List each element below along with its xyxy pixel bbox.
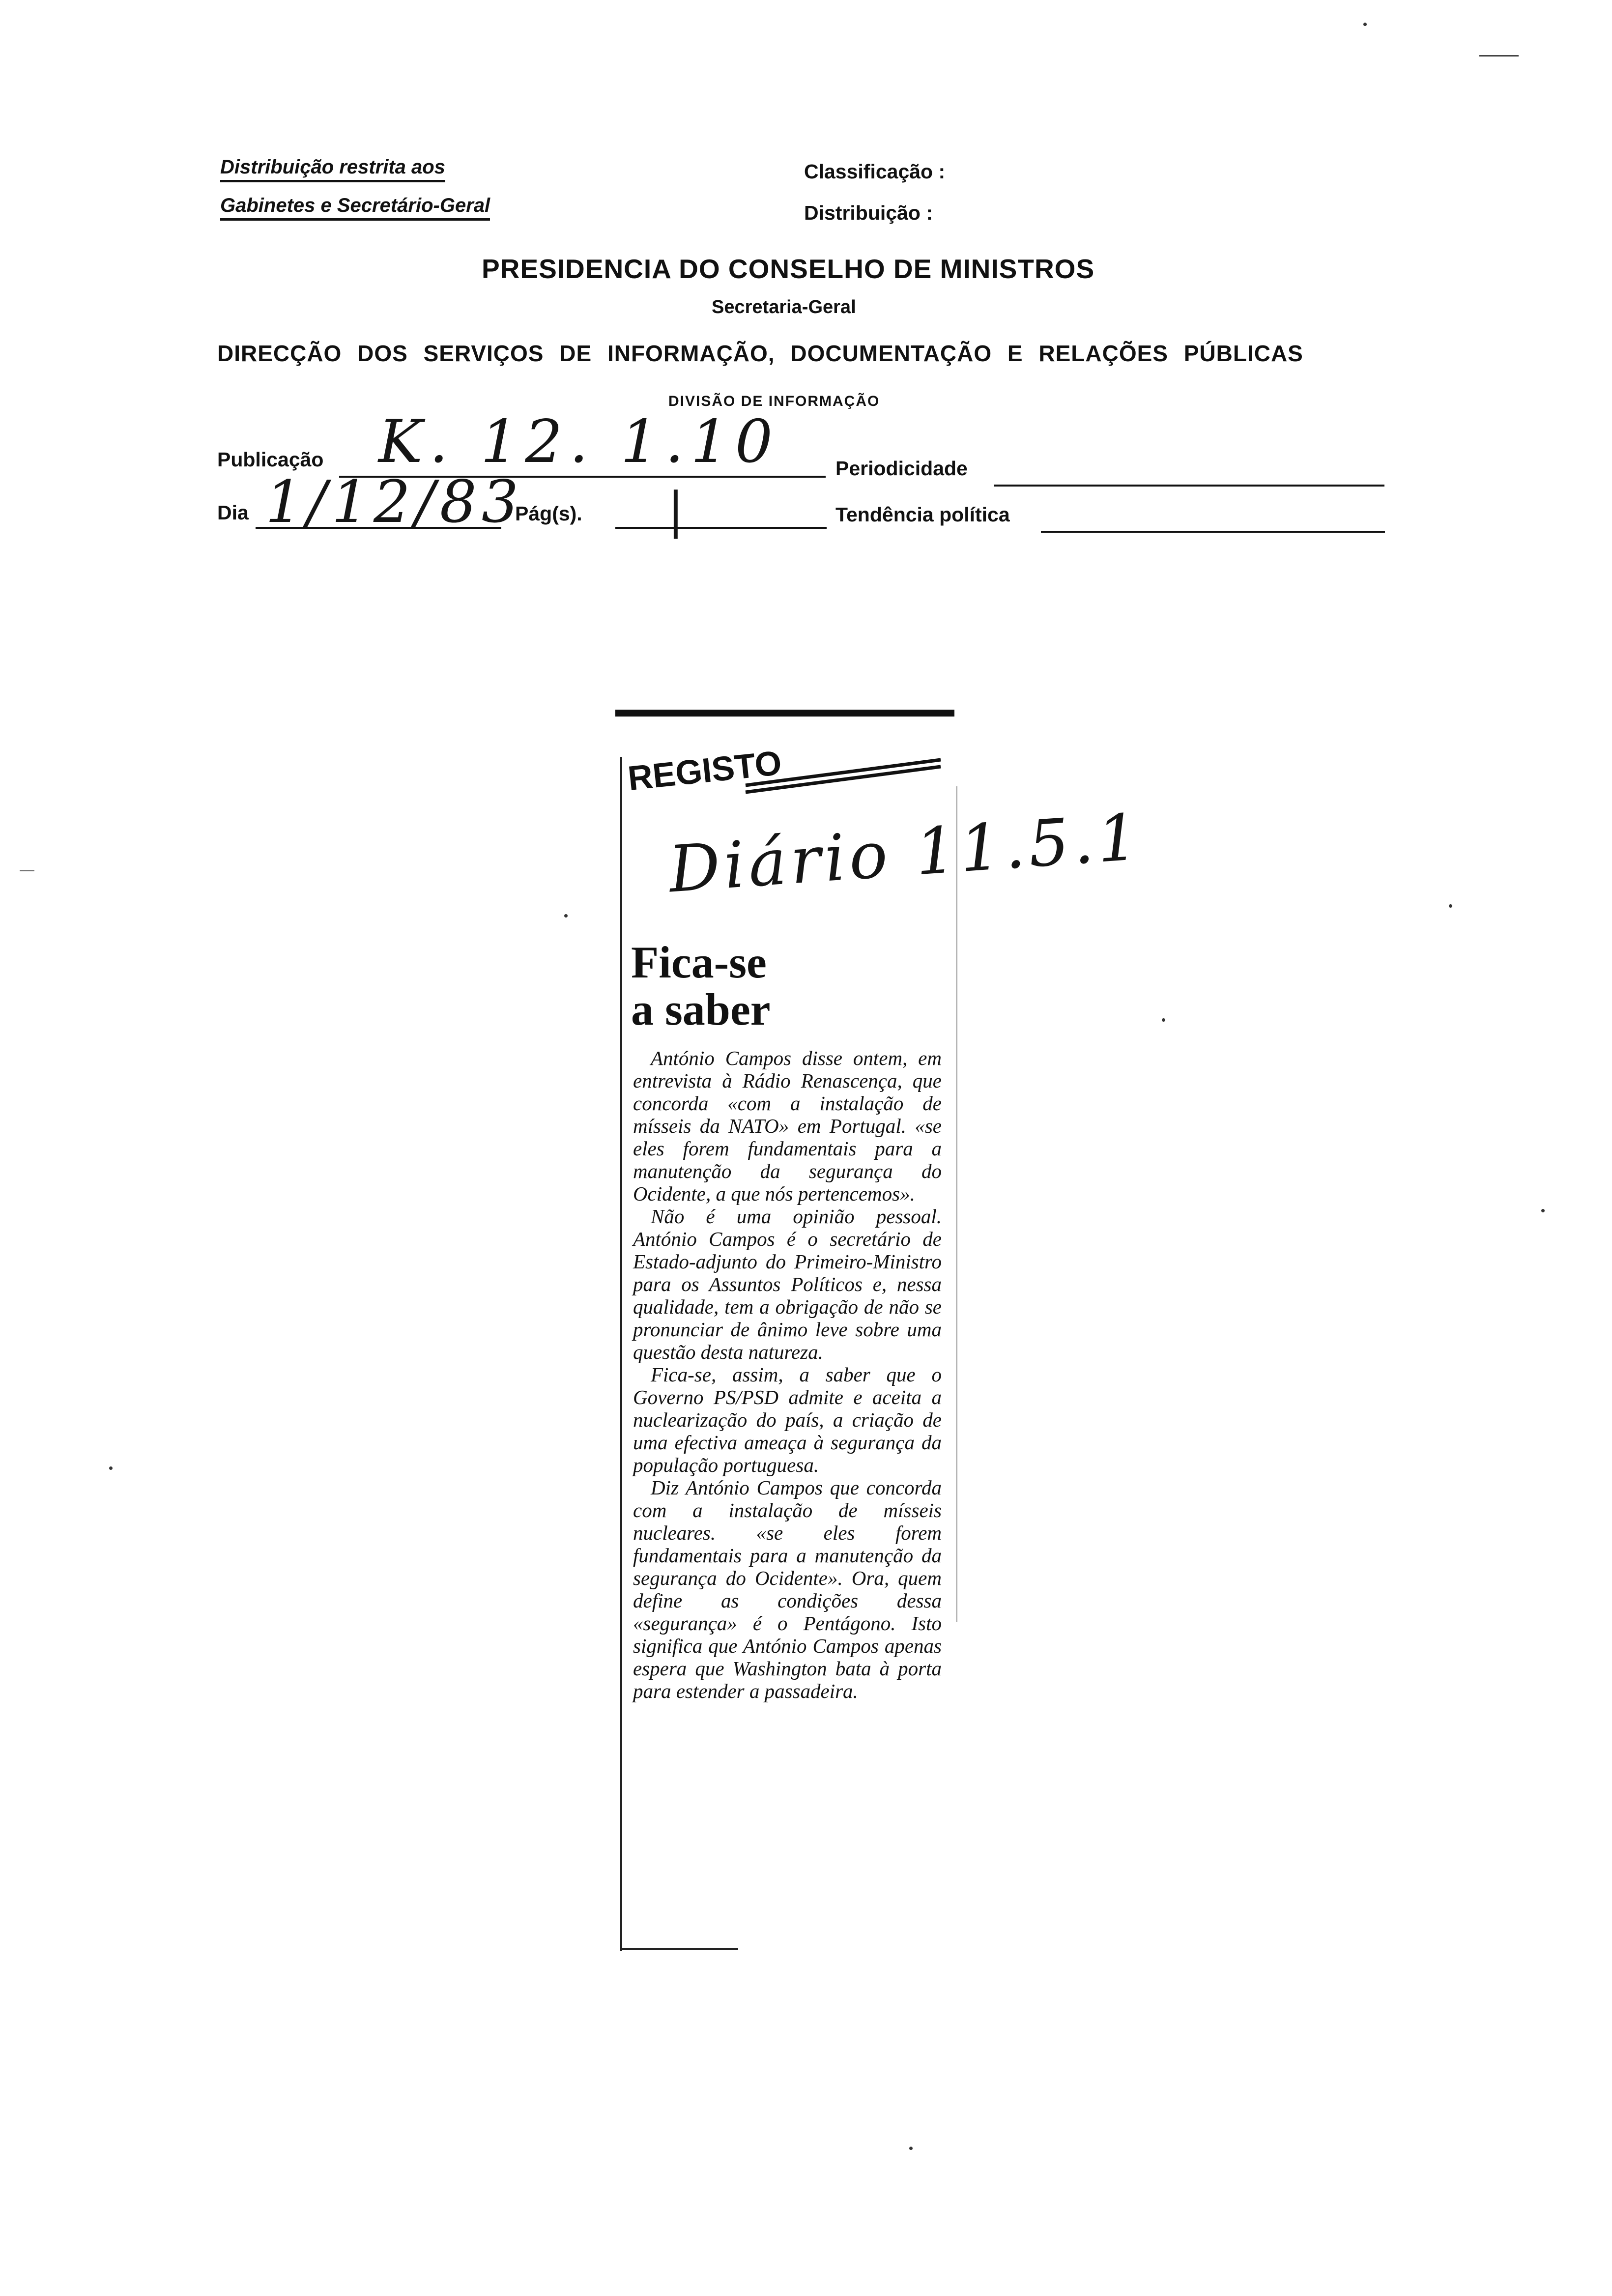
page-subtitle: Secretaria-Geral: [712, 297, 856, 317]
scan-speck: [564, 914, 568, 918]
clipping-left-border: [620, 757, 622, 1951]
tendencia-underline: [1041, 531, 1385, 533]
tendencia-label: Tendência política: [835, 503, 1010, 526]
scan-speck: [1541, 1209, 1545, 1212]
clipping-handwritten-note: Diário 11.5.1: [666, 799, 1145, 907]
article-paragraph: Fica-se, assim, a saber que o Governo PS/PSD admite e aceita a nuclearização do país, a criação de uma efectiva ameaça à segurança da população portuguesa.: [633, 1363, 942, 1476]
article-paragraph: António Campos disse ontem, em entrevista à Rádio Renascença, que concorda «com a instalação de mísseis da NATO» em Portugal. «se eles forem fundamentais para a manutenção da segurança do Ocidente, a que nós pertencemos».: [633, 1047, 942, 1205]
publicacao-label: Publicação: [217, 448, 324, 471]
scan-speck: [1363, 23, 1367, 26]
scan-mark: [20, 870, 34, 871]
distribuicao-label: Distribuição :: [804, 201, 933, 224]
dia-label: Dia: [217, 501, 249, 524]
dia-handwritten: 1/12/83: [265, 468, 523, 536]
scan-speck: [909, 2147, 913, 2150]
article-paragraph: Não é uma opinião pessoal. António Campos é o secretário de Estado-adjunto do Primeiro-Ministro para os Assuntos Políticos e, nessa qualidade, tem a obrigação de não se pronunciar de ânimo leve sobre uma questão desta natureza.: [633, 1205, 942, 1363]
clipping-bottom-rule: [620, 1948, 738, 1950]
article-heading-line2: a saber: [631, 984, 771, 1034]
registo-banner: [626, 743, 945, 809]
periodicidade-underline: [994, 485, 1384, 487]
restriction-note-line2: Gabinetes e Secretário-Geral: [220, 195, 490, 217]
restriction-note-line1: Distribuição restrita aos: [220, 156, 445, 178]
clipping-right-edge: [956, 786, 957, 1622]
pags-label: Pág(s).: [515, 502, 582, 525]
article-body: [633, 1047, 942, 1702]
publicacao-handwritten: K. 12. 1.10: [378, 408, 780, 476]
direccao-heading: DIRECÇÃO DOS SERVIÇOS DE INFORMAÇÃO, DOCUMENTAÇÃO E RELAÇÕES PÚBLICAS: [217, 341, 1303, 366]
scan-speck: [109, 1466, 113, 1470]
article-paragraph: Diz António Campos que concorda com a instalação de mísseis nucleares. «se eles forem fundamentais para a manutenção da segurança do Ocidente». Ora, quem define as condições dessa «segurança» é o Pentágono. Isto significa que António Campos apenas espera que Washington bata à porta para estender a passadeira.: [633, 1476, 942, 1702]
page-title: PRESIDENCIA DO CONSELHO DE MINISTROS: [482, 254, 1095, 284]
periodicidade-label: Periodicidade: [835, 457, 968, 480]
scan-speck: [1449, 904, 1452, 908]
scan-speck: [1162, 1018, 1165, 1022]
divisao-heading: DIVISÃO DE INFORMAÇÃO: [668, 393, 880, 409]
registo-label: REGISTO: [626, 743, 783, 798]
classificacao-label: Classificação :: [804, 160, 946, 183]
clipping-top-rule: [615, 710, 954, 717]
pags-underline: [615, 527, 827, 529]
pags-handwritten: |: [667, 482, 684, 539]
article-heading-line1: Fica-se: [631, 937, 767, 987]
article-heading: [631, 939, 771, 1033]
scan-mark: [1479, 55, 1519, 57]
